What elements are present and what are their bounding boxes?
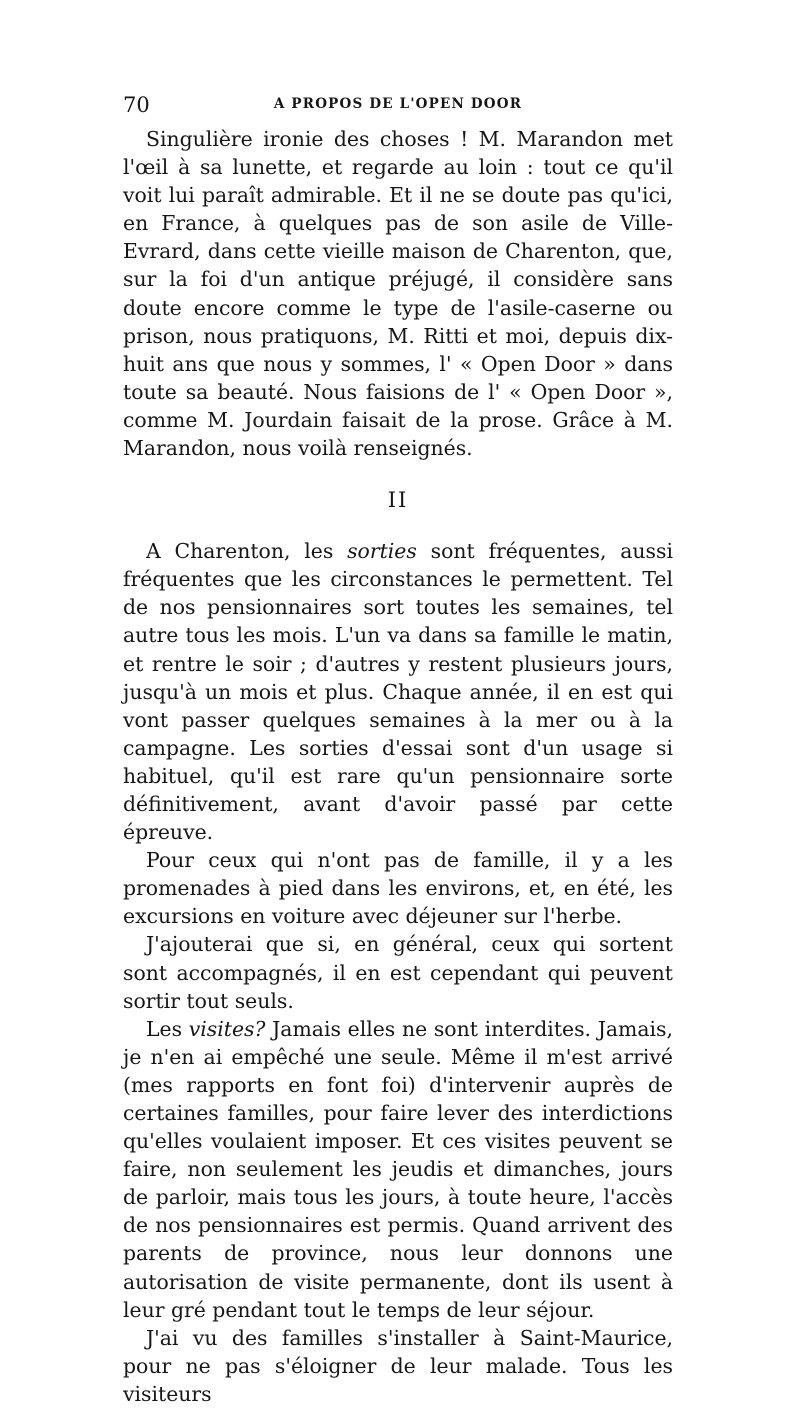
body-text [123, 125, 673, 1408]
text-run: Les [146, 1016, 189, 1041]
text-run: Jamais elles ne sont interdites. Jamais, je n'en ai empêché une seule. Même il m'est arrivé (mes rapports en font foi) d'intervenir auprès de certaines familles, pour faire lever des interdictions qu'elles voulaient imposer. Et ces visites peuvent se faire, non seulement les jeudis et dimanches, jours de parloir, mais tous les jours, à toute heure, l'accès de nos pensionnaires est permis. Quand arrivent des parents de province, nous leur donnons une autorisation de visite permanente, dont ils usent à leur gré pendant tout le temps de leur séjour. [123, 1016, 673, 1322]
running-title: A PROPOS DE L'OPEN DOOR [273, 96, 523, 112]
paragraph: J'ajouterai que si, en général, ceux qui sortent sont accompagnés, il en est cependant qui peuvent sortir tout seuls. [123, 932, 673, 1013]
italic-term: sorties [347, 539, 417, 564]
page-header [123, 92, 673, 122]
italic-term: visites? [188, 1016, 266, 1041]
page-content [123, 92, 673, 1408]
paragraph: Singulière ironie des choses ! M. Marandon met l'œil à sa lunette, et regarde au loin : tout ce qu'il voit lui paraît admirable. Et il ne se doute pas qu'ici, en France, à quelques pas de son asile de Ville-Evrard, dans cette vieille maison de Charenton, que, sur la foi d'un antique préjugé, il considère sans doute encore comme le type de l'asile-caserne ou prison, nous pratiquons, M. Ritti et moi, depuis dix-huit ans que nous y sommes, l' « Open Door » dans toute sa beauté. Nous faisions de l' « Open Door », comme M. Jourdain faisait de la prose. Grâce à M. Marandon, nous voilà renseignés. [123, 127, 673, 461]
paragraph: J'ai vu des familles s'installer à Saint-Maurice, pour ne pas s'éloigner de leur malade. Tous les visiteurs [123, 1325, 673, 1406]
text-run: A Charenton, les [146, 539, 348, 564]
page-number: 70 [123, 93, 150, 117]
section-heading: II [387, 488, 409, 513]
text-run: sont fréquentes, aussi fréquentes que les circonstances le permettent. Tel de nos pensionnaires sort toutes les semaines, tel autre tous les mois. L'un va dans sa famille le matin, et rentre le soir ; d'autres y restent plusieurs jours, jusqu'à un mois et plus. Chaque année, il en est qui vont passer quelques semaines à la mer ou à la campagne. Les sorties d'essai sont d'un usage si habituel, qu'il est rare qu'un pensionnaire sorte définitivement, avant d'avoir passé par cette épreuve. [123, 539, 673, 845]
paragraph [123, 537, 673, 846]
paragraph: Pour ceux qui n'ont pas de famille, il y a les promenades à pied dans les environs, et, en été, les excursions en voiture avec déjeuner sur l'herbe. [123, 848, 673, 929]
paragraph [123, 1015, 673, 1324]
